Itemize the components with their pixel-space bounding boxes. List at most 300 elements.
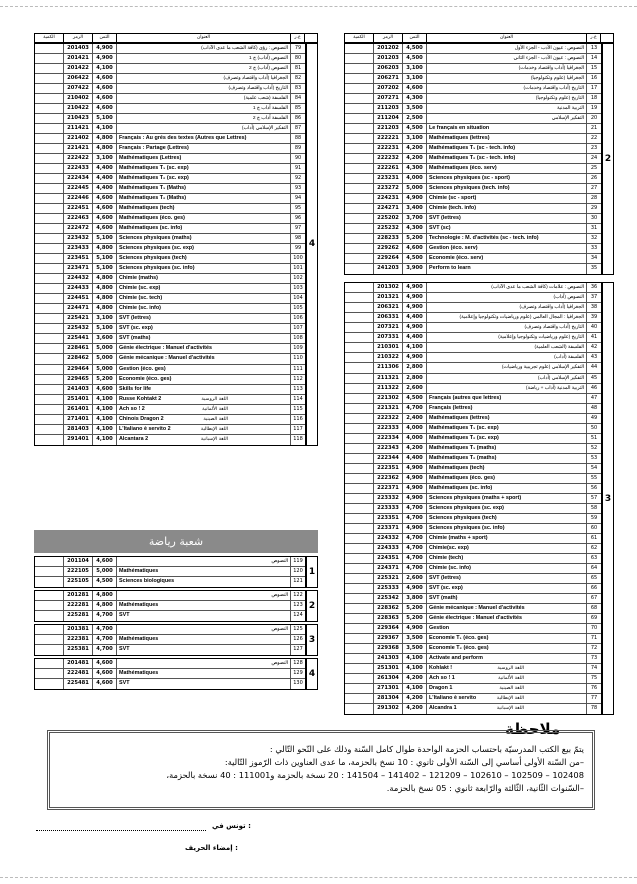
count-cell[interactable] [35, 679, 64, 689]
title-text: Mathématiques (sc. info) [429, 484, 493, 491]
table-row [35, 64, 305, 74]
count-cell[interactable] [35, 577, 64, 587]
table-row [345, 74, 601, 84]
table-row [345, 244, 601, 254]
title-text: Gestion (éco. serv) [429, 245, 478, 252]
price-cell: 4,300 [403, 94, 427, 103]
price-cell: 5,000 [93, 567, 117, 576]
date-field[interactable] [36, 830, 206, 831]
code-cell: 291401 [64, 435, 93, 445]
count-cell[interactable] [345, 424, 374, 433]
table-row [35, 395, 305, 405]
count-cell[interactable] [345, 584, 374, 593]
table-row [345, 194, 601, 204]
code-cell: 222105 [64, 567, 93, 576]
header-title: العنوان [427, 34, 587, 42]
count-cell[interactable] [345, 224, 374, 233]
count-cell[interactable] [345, 104, 374, 113]
table-row [35, 134, 305, 144]
count-cell[interactable] [345, 84, 374, 93]
code-cell: 210402 [64, 94, 93, 103]
count-cell[interactable] [345, 293, 374, 302]
code-cell: 222451 [64, 204, 93, 213]
count-cell[interactable] [35, 214, 64, 223]
code-cell: 229367 [374, 634, 403, 643]
table-row [35, 635, 305, 645]
price-cell: 4,600 [93, 94, 117, 103]
title-cell [427, 524, 587, 533]
code-cell: 211322 [374, 384, 403, 393]
count-cell[interactable] [35, 74, 64, 83]
title-text: Mathématiques T₁ (sc. exp) [429, 424, 499, 431]
price-cell: 4,400 [93, 184, 117, 193]
count-cell[interactable] [35, 645, 64, 655]
count-cell[interactable] [35, 354, 64, 363]
title-text: Chimie (tech) [429, 554, 464, 561]
number-cell: 93 [294, 185, 302, 192]
title-cell [117, 679, 291, 689]
code-cell: 210423 [64, 114, 93, 123]
title-text: Génie mécanique : Manuel d'activités [119, 355, 215, 362]
number-cell: 87 [294, 125, 302, 132]
count-cell[interactable] [345, 144, 374, 153]
table-row [35, 274, 305, 284]
title-cell [117, 375, 291, 384]
count-cell[interactable] [345, 303, 374, 312]
price-cell: 4,400 [93, 164, 117, 173]
title-cell [427, 283, 587, 292]
title-cell [117, 234, 291, 243]
title-cell [427, 164, 587, 173]
count-cell[interactable] [35, 174, 64, 183]
count-cell[interactable] [35, 244, 64, 253]
count-cell[interactable] [35, 274, 64, 283]
title-text: SVT (math) [429, 594, 458, 601]
title-cell [117, 385, 291, 394]
price-cell: 3,400 [403, 204, 427, 213]
code-cell: 224332 [374, 534, 403, 543]
count-cell[interactable] [35, 104, 64, 113]
group-table [34, 624, 306, 656]
count-cell[interactable] [35, 395, 64, 404]
code-cell: 222333 [374, 424, 403, 433]
table-row [345, 293, 601, 303]
count-cell[interactable] [345, 504, 374, 513]
count-cell[interactable] [35, 124, 64, 133]
count-cell[interactable] [345, 64, 374, 73]
count-cell[interactable] [35, 365, 64, 374]
count-cell[interactable] [345, 184, 374, 193]
title-cell [117, 264, 291, 273]
count-cell[interactable] [345, 544, 374, 553]
title-text: النصوص [271, 627, 288, 633]
title-cell [117, 659, 291, 668]
count-cell[interactable] [345, 323, 374, 332]
count-cell[interactable] [345, 374, 374, 383]
number-cell: 72 [590, 644, 598, 651]
price-cell: 4,600 [93, 104, 117, 113]
count-cell[interactable] [35, 625, 64, 634]
count-cell[interactable] [345, 684, 374, 693]
table-row [345, 313, 601, 323]
count-cell[interactable] [345, 664, 374, 673]
count-cell[interactable] [35, 184, 64, 193]
code-cell: 206331 [374, 313, 403, 322]
language-label: اللغة الروسية [201, 396, 228, 402]
table-row [345, 574, 601, 584]
count-cell[interactable] [345, 283, 374, 292]
number-cell: 21 [590, 125, 598, 132]
count-cell[interactable] [35, 567, 64, 576]
count-cell[interactable] [35, 54, 64, 63]
table-row [35, 164, 305, 174]
price-cell: 4,000 [403, 174, 427, 183]
count-cell[interactable] [345, 474, 374, 483]
number-cell: 114 [293, 395, 303, 402]
count-cell[interactable] [345, 264, 374, 274]
count-cell[interactable] [35, 204, 64, 213]
count-cell[interactable] [345, 654, 374, 663]
title-text: Chimie (tech. info) [429, 205, 477, 212]
count-cell[interactable] [35, 294, 64, 303]
table-row [35, 611, 305, 621]
code-cell: 201421 [64, 54, 93, 63]
count-cell[interactable] [35, 84, 64, 93]
number-cell: 100 [293, 255, 303, 262]
number-cell: 20 [590, 115, 598, 122]
price-cell: 4,800 [93, 304, 117, 313]
title-text: Français : Au grés des textes (Autres que Lettres) [119, 135, 247, 142]
number-cell: 46 [590, 384, 598, 391]
count-cell[interactable] [35, 224, 64, 233]
count-cell[interactable] [345, 464, 374, 473]
price-cell: 4,800 [93, 591, 117, 600]
count-cell[interactable] [35, 164, 64, 173]
count-cell[interactable] [345, 134, 374, 143]
count-cell[interactable] [35, 405, 64, 414]
count-cell[interactable] [345, 524, 374, 533]
count-cell[interactable] [345, 454, 374, 463]
table-row [35, 601, 305, 611]
count-cell[interactable] [345, 694, 374, 703]
count-cell[interactable] [35, 114, 64, 123]
title-cell [427, 114, 587, 123]
number-cell: 31 [590, 225, 598, 232]
count-cell[interactable] [345, 164, 374, 173]
count-cell[interactable] [345, 414, 374, 423]
title-text: Mathématiques [119, 670, 159, 677]
code-cell: 221321 [374, 404, 403, 413]
code-cell: 222334 [374, 434, 403, 443]
count-cell[interactable] [35, 144, 64, 153]
price-cell: 4,500 [403, 254, 427, 263]
code-cell: 223231 [374, 174, 403, 183]
count-cell[interactable] [35, 611, 64, 621]
table-row [345, 64, 601, 74]
count-cell[interactable] [345, 494, 374, 503]
price-cell: 3,100 [93, 154, 117, 163]
title-text: الجغرافيا (علوم وتكنولوجيا) [530, 76, 584, 82]
code-cell: 222371 [374, 484, 403, 493]
count-cell[interactable] [345, 333, 374, 342]
code-cell: 225281 [64, 611, 93, 621]
language-label: اللغة الإسبانية [496, 706, 524, 712]
count-cell[interactable] [345, 154, 374, 163]
title-cell [427, 664, 587, 673]
count-cell[interactable] [35, 44, 64, 53]
price-cell: 4,200 [403, 694, 427, 703]
count-cell[interactable] [35, 284, 64, 293]
count-cell[interactable] [345, 194, 374, 203]
price-cell: 4,600 [403, 84, 427, 93]
code-cell: 206271 [374, 74, 403, 83]
price-cell: 3,100 [403, 134, 427, 143]
count-cell[interactable] [35, 659, 64, 668]
count-cell[interactable] [35, 154, 64, 163]
title-text: Français (lettres) [429, 404, 473, 411]
title-text: النصوص [271, 593, 288, 599]
count-cell[interactable] [35, 194, 64, 203]
table-row [345, 434, 601, 444]
count-cell[interactable] [345, 234, 374, 243]
number-cell: 79 [294, 45, 302, 51]
count-cell[interactable] [345, 484, 374, 493]
count-cell[interactable] [345, 644, 374, 653]
title-cell [427, 514, 587, 523]
code-cell: 251401 [64, 395, 93, 404]
title-cell [117, 591, 291, 600]
table-row [345, 554, 601, 564]
count-cell[interactable] [345, 404, 374, 413]
count-cell[interactable] [345, 174, 374, 183]
count-cell[interactable] [345, 363, 374, 372]
number-cell: 124 [293, 612, 303, 619]
title-text: Chimie (sc. info) [119, 305, 161, 312]
title-text: SVT [119, 646, 130, 653]
count-cell[interactable] [35, 375, 64, 384]
price-cell: 4,100 [403, 654, 427, 663]
table-row [35, 354, 305, 364]
code-cell: 222322 [374, 414, 403, 423]
price-cell: 4,600 [93, 557, 117, 566]
count-cell[interactable] [345, 554, 374, 563]
code-cell: 201403 [64, 44, 93, 53]
count-cell[interactable] [345, 204, 374, 213]
title-text: Kohlakt ! [429, 664, 453, 671]
number-cell: 60 [590, 524, 598, 531]
number-cell: 25 [590, 165, 598, 172]
title-cell [427, 154, 587, 163]
table-row [35, 304, 305, 314]
count-cell[interactable] [35, 435, 64, 445]
price-cell: 4,600 [93, 385, 117, 394]
count-cell[interactable] [345, 124, 374, 133]
title-cell [427, 74, 587, 83]
title-text: Mathématiques [119, 602, 159, 609]
count-cell[interactable] [35, 415, 64, 424]
count-cell[interactable] [345, 624, 374, 633]
title-text: Mathématiques (lettres) [429, 414, 490, 421]
title-cell [427, 474, 587, 483]
title-text: Sciences physiques (maths) [119, 235, 192, 242]
count-cell[interactable] [35, 324, 64, 333]
code-cell: 224451 [64, 294, 93, 303]
count-cell[interactable] [345, 574, 374, 583]
code-cell: 223432 [64, 234, 93, 243]
price-cell: 5,200 [93, 375, 117, 384]
title-cell [427, 634, 587, 643]
table-row [345, 184, 601, 194]
title-text: Chimie (maths + sport) [429, 534, 488, 541]
number-cell: 76 [590, 684, 598, 691]
count-cell[interactable] [345, 594, 374, 603]
price-cell: 4,200 [403, 444, 427, 453]
code-cell: 211421 [64, 124, 93, 133]
price-cell: 3,900 [403, 264, 427, 274]
title-text: Mathématiques (éco. ges) [429, 474, 495, 481]
price-cell: 3,600 [93, 334, 117, 343]
count-cell[interactable] [345, 434, 374, 443]
right-column [344, 33, 614, 715]
count-cell[interactable] [345, 254, 374, 263]
price-cell: 4,300 [403, 224, 427, 233]
count-cell[interactable] [345, 604, 374, 613]
price-cell: 4,600 [93, 194, 117, 203]
number-cell: 71 [590, 634, 598, 641]
count-cell[interactable] [35, 557, 64, 566]
title-text: Economie (éco. serv) [429, 255, 484, 262]
number-cell: 16 [590, 75, 598, 82]
number-cell: 66 [590, 584, 598, 591]
table-header [344, 33, 614, 43]
count-cell[interactable] [345, 614, 374, 623]
count-cell[interactable] [35, 601, 64, 610]
title-cell [117, 435, 291, 445]
price-cell: 4,900 [403, 624, 427, 633]
table-row [345, 414, 601, 424]
table-row [35, 659, 305, 669]
count-cell[interactable] [35, 254, 64, 263]
count-cell[interactable] [35, 304, 64, 313]
count-cell[interactable] [345, 114, 374, 123]
count-cell[interactable] [35, 344, 64, 353]
title-text: Sciences physiques (sc. exp) [119, 245, 194, 252]
count-cell[interactable] [345, 244, 374, 253]
table-row [345, 144, 601, 154]
language-label: اللغة الصينية [203, 416, 228, 422]
count-cell[interactable] [345, 394, 374, 403]
group-label: 2 [602, 43, 614, 275]
title-cell [117, 577, 291, 587]
count-cell[interactable] [345, 313, 374, 322]
count-cell[interactable] [35, 264, 64, 273]
row-group [34, 624, 316, 656]
language-label: اللغة الإسبانية [200, 436, 228, 442]
table-row [35, 425, 305, 435]
left-table [34, 43, 318, 446]
number-cell: 70 [590, 624, 598, 631]
price-cell: 4,900 [403, 283, 427, 292]
number-cell: 88 [294, 135, 302, 142]
count-cell[interactable] [345, 214, 374, 223]
price-cell: 5,100 [93, 114, 117, 123]
count-cell[interactable] [35, 134, 64, 143]
count-cell[interactable] [345, 704, 374, 714]
language-label: اللغة الروسية [497, 665, 524, 671]
count-cell[interactable] [345, 54, 374, 63]
code-cell: 223471 [64, 264, 93, 273]
table-row [345, 323, 601, 333]
title-text: الفلسفة آداب ج 1 [252, 106, 288, 112]
count-cell[interactable] [345, 384, 374, 393]
number-cell: 53 [590, 454, 598, 461]
number-cell: 15 [590, 65, 598, 72]
price-cell: 4,800 [93, 144, 117, 153]
count-cell[interactable] [35, 314, 64, 323]
title-cell [117, 405, 291, 414]
table-row [345, 424, 601, 434]
count-cell[interactable] [345, 94, 374, 103]
number-cell: 96 [294, 215, 302, 222]
price-cell: 4,700 [403, 504, 427, 513]
title-cell [427, 704, 587, 714]
code-cell: 224333 [374, 544, 403, 553]
number-cell: 54 [590, 464, 598, 471]
count-cell[interactable] [345, 343, 374, 352]
count-cell[interactable] [35, 64, 64, 73]
count-cell[interactable] [345, 444, 374, 453]
count-cell[interactable] [35, 94, 64, 103]
count-cell[interactable] [35, 635, 64, 644]
count-cell[interactable] [345, 353, 374, 362]
count-cell[interactable] [35, 334, 64, 343]
code-cell: 211203 [374, 104, 403, 113]
title-text: الفلسفة (آداب) [554, 355, 584, 361]
count-cell[interactable] [35, 591, 64, 600]
header-group [601, 34, 613, 42]
number-cell: 78 [590, 705, 598, 712]
count-cell[interactable] [345, 74, 374, 83]
code-cell: 223351 [374, 514, 403, 523]
count-cell[interactable] [345, 564, 374, 573]
code-cell: 222381 [64, 635, 93, 644]
table-row [35, 415, 305, 425]
table-row [345, 174, 601, 184]
language-label: اللغة الألمانية [202, 406, 228, 412]
count-cell[interactable] [345, 674, 374, 683]
price-cell: 5,200 [403, 614, 427, 623]
count-cell[interactable] [345, 534, 374, 543]
number-cell: 29 [590, 205, 598, 212]
count-cell[interactable] [345, 514, 374, 523]
count-cell[interactable] [35, 234, 64, 243]
count-cell[interactable] [35, 669, 64, 678]
code-cell: 207321 [374, 323, 403, 332]
count-cell[interactable] [35, 425, 64, 434]
count-cell[interactable] [345, 44, 374, 53]
code-cell: 201281 [64, 591, 93, 600]
count-cell[interactable] [35, 385, 64, 394]
title-text: Mathématiques T₂ (Maths) [119, 195, 187, 202]
price-cell: 4,200 [403, 144, 427, 153]
code-cell: 225381 [64, 645, 93, 655]
code-cell: 222261 [374, 164, 403, 173]
price-cell: 4,600 [93, 224, 117, 233]
count-cell[interactable] [345, 634, 374, 643]
number-cell: 52 [590, 444, 598, 451]
number-cell: 109 [293, 345, 303, 352]
group-label: 3 [602, 282, 614, 715]
